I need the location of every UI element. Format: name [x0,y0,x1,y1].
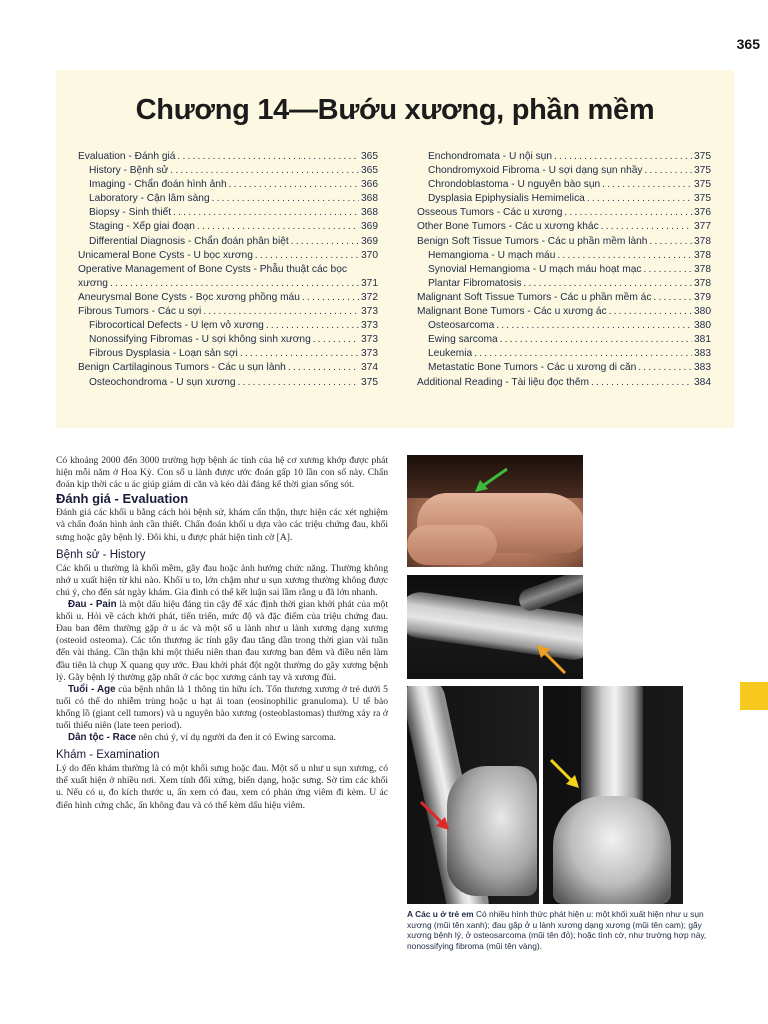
toc-entry-page: 369 [361,221,378,233]
toc-entry[interactable] [78,361,378,375]
examination-paragraph: Lý do đến khám thường là có một khối sưng hoặc đau. Một số u như u sụn xương, có thể xuất hiện ở nhiều nơi. Xem tính đối xứng, biến dạng, hoặc sưng. Sờ tìm các khối u. Nếu có u, đo kích thước u, ấn xem có đau, xem có phản ứng viêm đi kèm. U ác điển hình cứng chắc, ấn không đau và có thể kèm dấu hiệu viêm. [56,763,388,811]
toc-entry[interactable] [417,319,711,333]
toc-entry-label: Differential Diagnosis - Chẩn đoán phân biệt [89,235,289,247]
toc-entry-label: Osseous Tumors - Các u xương [417,207,563,219]
toc-entry[interactable] [78,249,378,263]
toc-entry[interactable] [417,178,711,192]
toc-entry-page: 378 [694,235,711,247]
toc-leader-dots [523,277,692,291]
toc-leader-dots [173,206,359,220]
toc-leader-dots [653,291,692,305]
toc-entry-page: 377 [694,221,711,233]
toc-right-column [417,150,711,390]
toc-entry[interactable] [78,150,378,164]
toc-entry-label: Fibrous Tumors - Các u sợi [78,306,202,318]
toc-leader-dots [496,319,692,333]
toc-entry-page: 373 [361,320,378,332]
toc-entry-page: 373 [361,306,378,318]
toc-entry[interactable] [417,347,711,361]
toc-leader-dots [500,333,692,347]
toc-entry-label: Fibrous Dysplasia - Loạn sản sợi [89,348,238,360]
toc-entry[interactable] [417,333,711,347]
toc-leader-dots [266,319,359,333]
toc-entry[interactable] [417,206,711,220]
toc-entry-page: 383 [694,362,711,374]
toc-entry-page: 375 [361,376,378,388]
toc-entry-page: 368 [361,193,378,205]
toc-leader-dots [638,361,692,375]
toc-entry[interactable] [417,235,711,249]
toc-entry-page: 378 [694,263,711,275]
toc-entry-label: Chondromyxoid Fibroma - U sợi dạng sụn nhầy [428,165,643,177]
toc-entry[interactable] [78,164,378,178]
pain-paragraph [56,599,388,684]
toc-entry-label: Fibrocortical Defects - U lẹm vỏ xương [89,320,264,332]
toc-entry-page: 373 [361,334,378,346]
toc-entry[interactable] [417,361,711,375]
toc-entry[interactable] [78,277,378,291]
toc-entry[interactable] [78,305,378,319]
yellow-arrow-icon [547,756,581,790]
toc-entry-label: Malignant Soft Tissue Tumors - Các u phần mềm ác [417,291,652,303]
age-text: của bệnh nhân là 1 thông tin hữu ích. Tổn thương xương ở trẻ dưới 5 tuổi có thể do nhiễm trùng hoặc u hạt ái toan (eosinophilic granuloma). U tế bào khổng lồ (giant cell tumors) và u nguyên bào xương (osteoblastomas) thường xảy ra ở tuổi thiếu niên (late teen period). [56,683,388,731]
toc-leader-dots [203,305,359,319]
toc-entry-label: Osteochondroma - U sụn xương [89,376,236,388]
toc-entry[interactable] [78,291,378,305]
toc-leader-dots [170,164,359,178]
toc-entry[interactable] [417,220,711,234]
toc-entry[interactable] [78,178,378,192]
toc-entry[interactable] [78,192,378,206]
toc-entry-page: 383 [694,348,711,360]
toc-leader-dots [291,235,359,249]
toc-entry[interactable] [417,291,711,305]
toc-entry-label: Aneurysmal Bone Cysts - Bọc xương phồng máu [78,291,300,303]
toc-entry-label: Chrondoblastoma - U nguyên bào sụn [428,179,601,191]
toc-entry[interactable] [78,319,378,333]
age-label: Tuổi - Age [68,683,116,695]
figure-caption [407,909,707,951]
toc-entry-label: Synovial Hemangioma - U mạch máu hoạt mạc [428,263,642,275]
toc-entry-label: Laboratory - Cận lâm sàng [89,193,210,205]
pain-label: Đau - Pain [68,599,117,611]
race-label: Dân tộc - Race [68,732,137,744]
race-text: nên chú ý, ví dụ người da đen ít có Ewing sarcoma. [136,732,337,744]
toc-entry-page: 379 [694,291,711,303]
toc-entry-label: Benign Cartilaginous Tumors - Các u sụn lành [78,362,286,374]
section-tab-marker [740,682,768,710]
toc-entry-page: 369 [361,235,378,247]
toc-entry[interactable] [78,347,378,361]
evaluation-heading: Đánh giá - Evaluation [56,491,189,507]
toc-entry[interactable] [78,235,378,249]
toc-entry-page: 375 [694,165,711,177]
toc-entry-page: 366 [361,179,378,191]
toc-leader-dots [591,376,692,390]
toc-leader-dots [609,305,692,319]
toc-entry-page: 371 [361,277,378,289]
body-text-column [56,455,388,812]
xray-bone-shape-secondary [516,575,583,614]
toc-leader-dots [313,333,359,347]
toc-entry-label: Staging - Xếp giai đoạn [89,221,195,233]
toc-leader-dots [645,164,693,178]
toc-entry-label: Metastatic Bone Tumors - Các u xương di căn [428,362,637,374]
toc-leader-dots [474,347,692,361]
toc-entry[interactable] [417,376,711,390]
toc-leader-dots [557,249,692,263]
toc-leader-dots [587,192,692,206]
red-arrow-icon [417,798,451,832]
toc-leader-dots [212,192,359,206]
toc-entry-page: 381 [694,334,711,346]
toc-entry[interactable] [417,305,711,319]
toc-entry-page: 380 [694,320,711,332]
xray-distal-end [553,796,671,904]
figure-xray-knee-ap [543,686,683,904]
figure-xray-forearm [407,575,583,679]
toc-leader-dots [643,263,692,277]
xray-condyle [447,766,537,896]
toc-entry-label: Leukemia [428,348,473,360]
page-number: 365 [736,36,760,52]
toc-entry[interactable] [78,206,378,220]
toc-leader-dots [288,361,359,375]
toc-leader-dots [177,150,359,164]
toc-leader-dots [197,220,359,234]
toc-entry-page: 372 [361,291,378,303]
toc-entry-label: Dysplasia Epiphysialis Hemimelica [428,193,585,205]
figure-hand-photo [407,455,583,567]
toc-entry-label: History - Bệnh sử [89,165,169,177]
age-paragraph [56,684,388,732]
caption-text: Có nhiều hình thức phát hiện u: một khối xuất hiện như u sụn xương (mũi tên xanh); đau gặp ở u lành xương dạng xương (mũi tên cam); gãy xương bệnh lý, ở osteosarcoma (mũi tên đỏ); hoặc tình cờ, như trường hợp này, nonossifying fibroma (mũi tên vàng). [407,909,707,951]
toc-entry[interactable] [78,333,378,347]
toc-entry[interactable] [78,376,378,390]
toc-leader-dots [240,347,359,361]
toc-entry[interactable] [417,192,711,206]
toc-entry-label: Osteosarcoma [428,320,495,332]
toc-entry-page: 370 [361,249,378,261]
caption-label: A Các u ở trẻ em [407,909,474,919]
toc-entry-label: Hemangioma - U mạch máu [428,249,556,261]
toc-leader-dots [649,235,692,249]
hand-shape [407,525,497,565]
toc-leader-dots [229,178,359,192]
toc-entry-page: 373 [361,348,378,360]
toc-entry-label: Benign Soft Tissue Tumors - Các u phần mềm lành [417,235,648,247]
toc-leader-dots [554,150,692,164]
toc-entry-page: 374 [361,362,378,374]
toc-entry-label: Biopsy - Sinh thiết [89,207,172,219]
examination-heading: Khám - Examination [56,749,160,762]
toc-entry-label-line1: Operative Management of Bone Cysts - Phẫu thuật các bọc [78,263,347,275]
toc-entry-label: Imaging - Chẩn đoán hình ảnh [89,179,227,191]
toc-entry-page: 365 [361,165,378,177]
orange-arrow-icon [535,643,569,677]
toc-entry-page: 384 [694,376,711,388]
figure-xray-knee-lateral [407,686,539,904]
evaluation-paragraph: Đánh giá các khối u bằng cách hỏi bệnh sử, khám cẩn thận, thực hiện các xét nghiệm và chẩn đoán hình ảnh cần thiết. Chẩn đoán khối u dựa vào các triệu chứng đau, khối sưng hoặc gãy bệnh lý. Đôi khi, u được phát hiện tình cờ [A]. [56,507,388,543]
toc-leader-dots [601,220,692,234]
toc-leader-dots [255,249,359,263]
intro-paragraph: Có khoảng 2000 đến 3000 trường hợp bệnh ác tính của hệ cơ xương khớp được phát hiện mỗi năm ở Hoa Kỳ. Con số u lành được ước đoán gấp 10 lần con số này. Chẩn đoán kịp thời các u ác giúp giảm di căn và kéo dài đáng kể thời gian sống sót. [56,455,388,491]
toc-entry-page: 376 [694,207,711,219]
toc-entry-label: Other Bone Tumors - Các u xương khác [417,221,599,233]
toc-entry[interactable] [417,263,711,277]
toc-entry-page: 378 [694,249,711,261]
toc-entry[interactable] [417,249,711,263]
toc-entry-page: 368 [361,207,378,219]
chapter-title: Chương 14—Bướu xương, phần mềm [135,94,655,126]
toc-entry-page: 365 [361,151,378,162]
toc-entry-page: 375 [694,193,711,205]
toc-entry-label: Additional Reading - Tài liệu đọc thêm [417,376,589,388]
history-heading: Bệnh sử - History [56,548,146,561]
toc-entry-label: xương [78,277,108,289]
toc-entry[interactable] [417,150,711,164]
toc-leader-dots [238,376,359,390]
green-arrow-icon [471,465,511,495]
toc-entry-label: Nonossifying Fibromas - U sợi không sinh xương [89,334,311,346]
toc-entry-page: 380 [694,306,711,318]
toc-entry-page: 378 [694,277,711,289]
race-paragraph [56,732,388,744]
history-paragraph: Các khối u thường là khối mềm, gây đau hoặc ảnh hưởng chức năng. Thường không nhớ u xuất hiện từ khi nào. Khối u to, lớn chậm như u sụn xương thường không được chú ý, cho đến sát ngày khám. Gia đình có thể kết luận sai lầm rằng u đã lớn nhanh. [56,562,388,598]
toc-entry-label: Enchondromata - U nội sụn [428,151,553,162]
toc-entry-label: Malignant Bone Tumors - Các u xương ác [417,306,607,318]
toc-entry[interactable] [78,220,378,234]
toc-leader-dots [564,206,692,220]
toc-entry[interactable] [417,164,711,178]
toc-leader-dots [602,178,692,192]
toc-entry-page: 375 [694,151,711,162]
toc-leader-dots [110,277,359,291]
pain-text: là một dấu hiệu đáng tin cậy để xác định thời gian khởi phát của một khối u. Hỏi về cách khởi phát, tiến triển, mức độ và đặc điểm của triệu chứng đau. Đau ban đêm thường gặp ở u ác và một số u lành như u lành xương dạng xương (osteoid osteoma). Các tổn thương ác tính gây đau tăng dần trong thời gian vài tuần đến vài tháng. Cần thận khi một thiếu niên than đau xương ban đêm và điều nên làm đầu tiên là chụp X quang quy ước. Đau khởi phát đột ngột thường do gãy xương bệnh lý. Gãy bệnh lý thường gặp nhất ở các bọc xương cánh tay và xương đùi. [56,599,388,683]
toc-box [56,70,734,428]
toc-entry-page: 375 [694,179,711,191]
toc-left-column [78,150,378,390]
toc-entry-label: Unicameral Bone Cysts - U bọc xương [78,249,253,261]
toc-entry-label: Ewing sarcoma [428,334,498,346]
toc-entry-label: Plantar Fibromatosis [428,277,522,289]
toc-entry-label: Evaluation - Đánh giá [78,151,176,162]
toc-entry[interactable] [417,277,711,291]
toc-leader-dots [302,291,359,305]
